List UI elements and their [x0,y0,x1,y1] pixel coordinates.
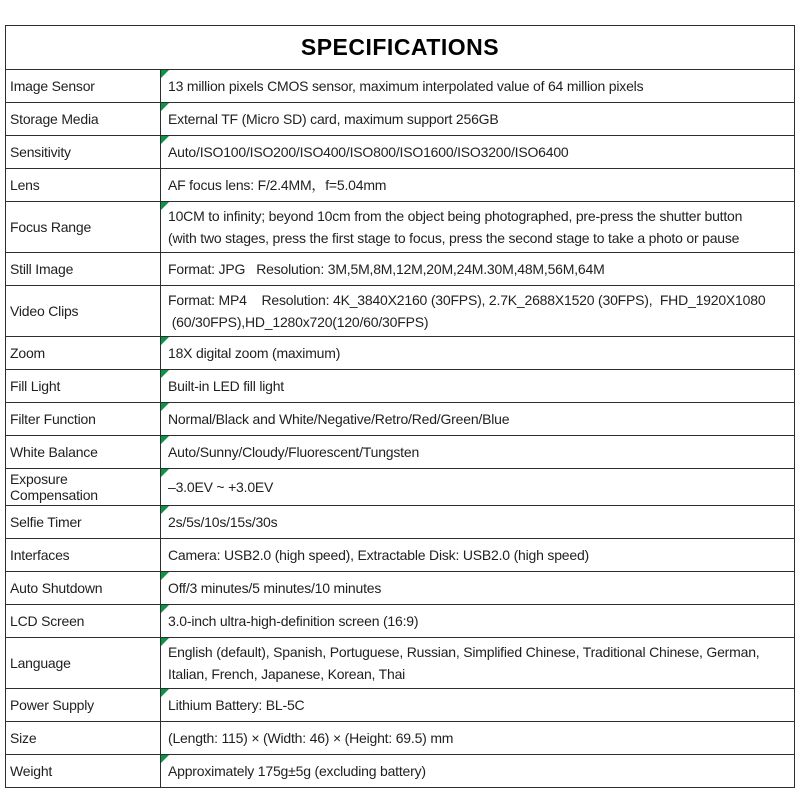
spec-value-line: Auto/ISO100/ISO200/ISO400/ISO800/ISO1600/ISO3200/ISO6400 [168,144,569,160]
page-title: SPECIFICATIONS [300,34,500,60]
spec-value-line: –3.0EV ~ +3.0EV [168,479,274,495]
spec-label: Filter Function [6,403,161,435]
table-title-row [6,26,794,69]
spec-value-line: 13 million pixels CMOS sensor, maximum interpolated value of 64 million pixels [168,78,644,94]
spec-value [161,436,794,468]
spec-value-line: Off/3 minutes/5 minutes/10 minutes [168,580,382,596]
table-row [6,604,794,637]
spec-value-line: Italian, French, Japanese, Korean, Thai [168,666,406,682]
spec-value [161,539,794,571]
table-row [6,468,794,505]
spec-value-line: Format: JPG Resolution: 3M,5M,8M,12M,20M,24M.30M,48M,56M,64M [168,261,605,277]
spec-value [161,722,794,754]
table-row [6,402,794,435]
spec-value-line: (with two stages, press the first stage to focus, press the second stage to take a photo or pause [168,230,740,246]
spec-value-line: Normal/Black and White/Negative/Retro/Red/Green/Blue [168,411,510,427]
spec-value [161,605,794,637]
spec-label: Interfaces [6,539,161,571]
table-row [6,369,794,402]
spec-value [161,337,794,369]
spec-value-line: Lithium Battery: BL-5C [168,697,305,713]
spec-value-line: English (default), Spanish, Portuguese, Russian, Simplified Chinese, Traditional Chinese, German, [168,644,760,660]
spec-value [161,689,794,721]
spec-label: Weight [6,755,161,787]
spec-label: Sensitivity [6,136,161,168]
table-row [6,102,794,135]
spec-value [161,403,794,435]
table-row [6,69,794,102]
spec-label: Fill Light [6,370,161,402]
spec-value [161,70,794,102]
spec-value-line: 18X digital zoom (maximum) [168,345,341,361]
specifications-table [5,25,795,788]
spec-value-line: Camera: USB2.0 (high speed), Extractable Disk: USB2.0 (high speed) [168,547,590,563]
spec-value [161,469,794,505]
table-row [6,285,794,336]
spec-value-line: 10CM to infinity; beyond 10cm from the object being photographed, pre-press the shutter button [168,208,743,224]
spec-value [161,572,794,604]
spec-value [161,755,794,787]
spec-label: Focus Range [6,202,161,252]
table-row [6,571,794,604]
spec-label: Language [6,638,161,688]
spec-label: Auto Shutdown [6,572,161,604]
spec-value-line: Approximately 175g±5g (excluding battery) [168,763,426,779]
spec-value-line: 3.0-inch ultra-high-definition screen (16:9) [168,613,419,629]
spec-value [161,286,794,336]
spec-value-line: Auto/Sunny/Cloudy/Fluorescent/Tungsten [168,444,420,460]
table-row [6,538,794,571]
spec-label: LCD Screen [6,605,161,637]
table-row [6,688,794,721]
spec-label: Power Supply [6,689,161,721]
spec-rows [6,69,794,787]
table-row [6,252,794,285]
spec-label: Exposure Compensation [6,469,161,505]
spec-label: Size [6,722,161,754]
table-row [6,135,794,168]
spec-value-line: Format: MP4 Resolution: 4K_3840X2160 (30FPS), 2.7K_2688X1520 (30FPS), FHD_1920X1080 [168,292,766,308]
table-row [6,637,794,688]
spec-value [161,136,794,168]
table-row [6,336,794,369]
table-row [6,435,794,468]
spec-value [161,370,794,402]
spec-value [161,253,794,285]
table-row [6,168,794,201]
spec-label: Image Sensor [6,70,161,102]
spec-value [161,103,794,135]
table-row [6,721,794,754]
spec-value [161,202,794,252]
spec-label: Video Clips [6,286,161,336]
spec-value-line: External TF (Micro SD) card, maximum support 256GB [168,111,499,127]
spec-label: Selfie Timer [6,506,161,538]
spec-label: Storage Media [6,103,161,135]
spec-value-line: Built-in LED fill light [168,378,284,394]
spec-value [161,169,794,201]
spec-label: White Balance [6,436,161,468]
spec-value-line: AF focus lens: F/2.4MM，f=5.04mm [168,177,387,193]
table-row [6,505,794,538]
spec-label: Still Image [6,253,161,285]
spec-value [161,506,794,538]
table-row [6,754,794,787]
spec-value-line: 2s/5s/10s/15s/30s [168,514,278,530]
spec-value [161,638,794,688]
table-row [6,201,794,252]
spec-value-line: (60/30FPS),HD_1280x720(120/60/30FPS) [168,314,429,330]
spec-value-line: (Length: 115) × (Width: 46) × (Height: 69.5) mm [168,730,454,746]
spec-label: Lens [6,169,161,201]
spec-label: Zoom [6,337,161,369]
